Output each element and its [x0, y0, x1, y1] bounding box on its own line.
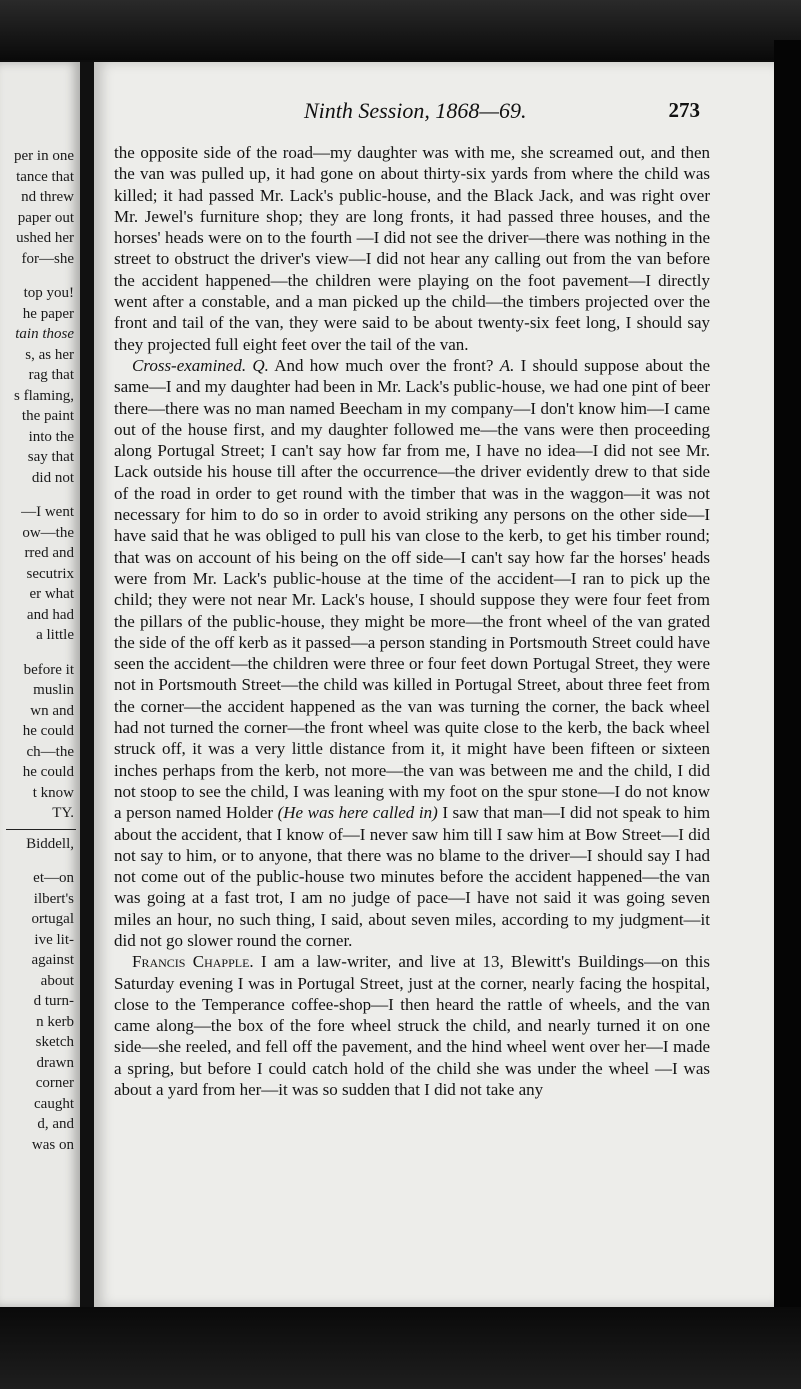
facing-page-line: and had [26, 606, 74, 623]
facing-page-line: wn and [30, 702, 74, 719]
facing-page-line: say that [27, 449, 74, 465]
facing-page-line: muslin [33, 682, 74, 698]
facing-page-line: top you! [23, 285, 74, 301]
facing-page-line: s flaming, [14, 387, 74, 404]
paragraph-testimony-continued: the opposite side of the road—my daughter was with me, she screamed out, and then the van was pulled up, it had gone on about thirty-six yards from where the child was killed; it had passed Mr. Lack's public-house, and the Black Jack, and was right over Mr. Jewel's furniture shop; they are long fronts, it had passed three houses, and the horses' heads were on to the fourth —I did not see the driver—there was nothing in the street to obstruct the driver's view—I did not hear any calling out from the van before the accident happened—the children were playing on the foot pavement—I directly went after a constable, and a man picked up the child—the timbers projected over the front and tail of the van, they were said to be about twenty-six feet long, I should say they projected full eight feet over the tail of the van. [114, 143, 710, 354]
facing-page-line: paper out [17, 209, 74, 226]
paragraph-witness-chapple [114, 951, 710, 1100]
facing-page-line: —I went [21, 504, 74, 520]
facing-page-line: about [40, 972, 74, 989]
facing-page-line: per in one [14, 148, 74, 164]
facing-page-line: against [31, 952, 74, 968]
facing-page-line: et—on [33, 870, 74, 886]
facing-page-line: was on [31, 1136, 74, 1153]
facing-page-line: corner [35, 1075, 74, 1091]
facing-page-line: n kerb [36, 1013, 74, 1030]
facing-page-line: Biddell, [26, 835, 74, 852]
facing-page-line: ortugal [31, 911, 74, 927]
answer-marker: A. [499, 355, 515, 375]
facing-page-line: sketch [35, 1034, 74, 1050]
facing-page-line: he could [22, 764, 74, 780]
question-text: And how much over the front? [274, 355, 494, 375]
facing-page-line: tain those [15, 326, 74, 342]
facing-page-line: before it [23, 661, 74, 678]
facing-page-line: into the [28, 428, 74, 445]
scan-bottom-edge [0, 1307, 801, 1389]
facing-page-fragment [0, 62, 80, 1307]
facing-page-line: ilbert's [33, 890, 74, 907]
page-number: 273 [668, 98, 700, 122]
facing-page-line: nd threw [21, 189, 74, 205]
facing-page-line: ch—the [26, 743, 74, 760]
facing-page-line: drawn [36, 1054, 74, 1071]
book-page [94, 62, 774, 1307]
facing-page-line: rred and [24, 545, 74, 561]
facing-page-line: TY. [52, 805, 74, 821]
answer-text-end: I saw that man—I did not speak to him about the accident, that I know of—I never saw him till I saw him at Bow Street—I did not say to him, or to anyone, that there was no blame to the driver—I should say I had not come out of the public-house two minutes before the accident happened—the van was going at a fast trot, I am no judge of pace—I have not said it was going seven miles an hour, no such thing, I said, about seven miles, according to my judgment—it did not go slower round the corner. [114, 803, 711, 950]
facing-page-line: caught [34, 1095, 74, 1112]
paragraph-cross-examination [114, 355, 710, 951]
facing-page-line: the paint [21, 408, 74, 424]
scan-right-edge [774, 40, 801, 1330]
witness-testimony: I am a law-writer, and live at 13, Blewitt's Buildings—on this Saturday evening I was in Portugal Street, just at the corner, nearly facing the hospital, close to the Temperance coffee-shop—I then heard the rattle of wheels, and the van came along—the box of the fore wheel struck the child, and nearly turned it on one side—she reeled, and fell off the pavement, and the hind wheel went over her—I made a spring, but before I could catch hold of the child she was under the wheel —I was about a yard from her—it was so sudden that I did not take any [114, 952, 710, 1100]
facing-page-line: d turn- [33, 993, 74, 1009]
facing-page-line: er what [29, 586, 74, 602]
witness-name: Francis Chapple. [132, 952, 254, 972]
book-gutter [80, 62, 94, 1307]
facing-page-line: he could [22, 723, 74, 739]
facing-page-line: secutrix [26, 565, 74, 582]
question-marker: Q. [252, 355, 269, 375]
facing-page-line: ow—the [22, 524, 74, 541]
facing-page-line: ushed her [16, 230, 74, 246]
facing-page-line: s, as her [25, 346, 74, 363]
section-rule [6, 829, 76, 830]
facing-page-line: ive lit- [34, 931, 74, 948]
page-text [114, 142, 710, 1100]
facing-page-line: d, and [37, 1116, 74, 1132]
facing-page-line: for—she [21, 250, 74, 267]
facing-page-line: he paper [22, 305, 74, 322]
facing-page-line: tance that [16, 168, 74, 185]
scan-top-edge [0, 0, 801, 60]
running-head: Ninth Session, 1868—69. [304, 98, 527, 123]
cross-examined-label: Cross-examined. [132, 355, 247, 375]
facing-page-line: did not [31, 469, 74, 486]
facing-page-line: t know [32, 784, 74, 801]
facing-page-line: a little [36, 627, 74, 643]
stage-direction: (He was here called in) [277, 803, 438, 823]
answer-text: I should suppose about the same—I and my daughter had been in Mr. Lack's public-house, we had one pint of beer there—there was no man named Beecham in my company—I don't know him—I came out of the house first, and my daughter followed me—the vans were then proceeding along Portugal Street; I can't say how far from me, I have no idea—I did not see Mr. Lack outside his house till after the occurrence—the driver evidently drew to that side of the road in order to get round with the timber that was in the waggon—it was not necessary for him to do so in order to avoid striking any persons on the other side—I have said that he was obliged to pull his van close to the kerb, to get his timber round; that was on account of his being on the off side—I can't say how far the horses' heads were from Mr. Lack's public-house at the time of the accident—I ran to pick up the child; they were not near Mr. Lack's house, I should suppose they were four feet from the pillars of the public-house, they might be more—the front wheel of the van grated the side of the off kerb as it passed—a person standing in Portsmouth Street could have seen the accident—the children were three or four feet down Portugal Street, they were not in Portsmouth Street—the child was killed in Portugal Street, about three feet from the corner—the accident happened as the van was turning the corner, the back wheel had not turned the corner—the front wheel was quite close to the kerb, the back wheel struck off, it was a very little distance from it, it might have been fifteen or sixteen inches perhaps from the kerb, not more—the van was between me and the child, I did not stoop to see the child, I was leaning with my foot on the spur stone—I do not know a person named Holder [114, 355, 710, 823]
facing-page-line: rag that [28, 367, 74, 383]
